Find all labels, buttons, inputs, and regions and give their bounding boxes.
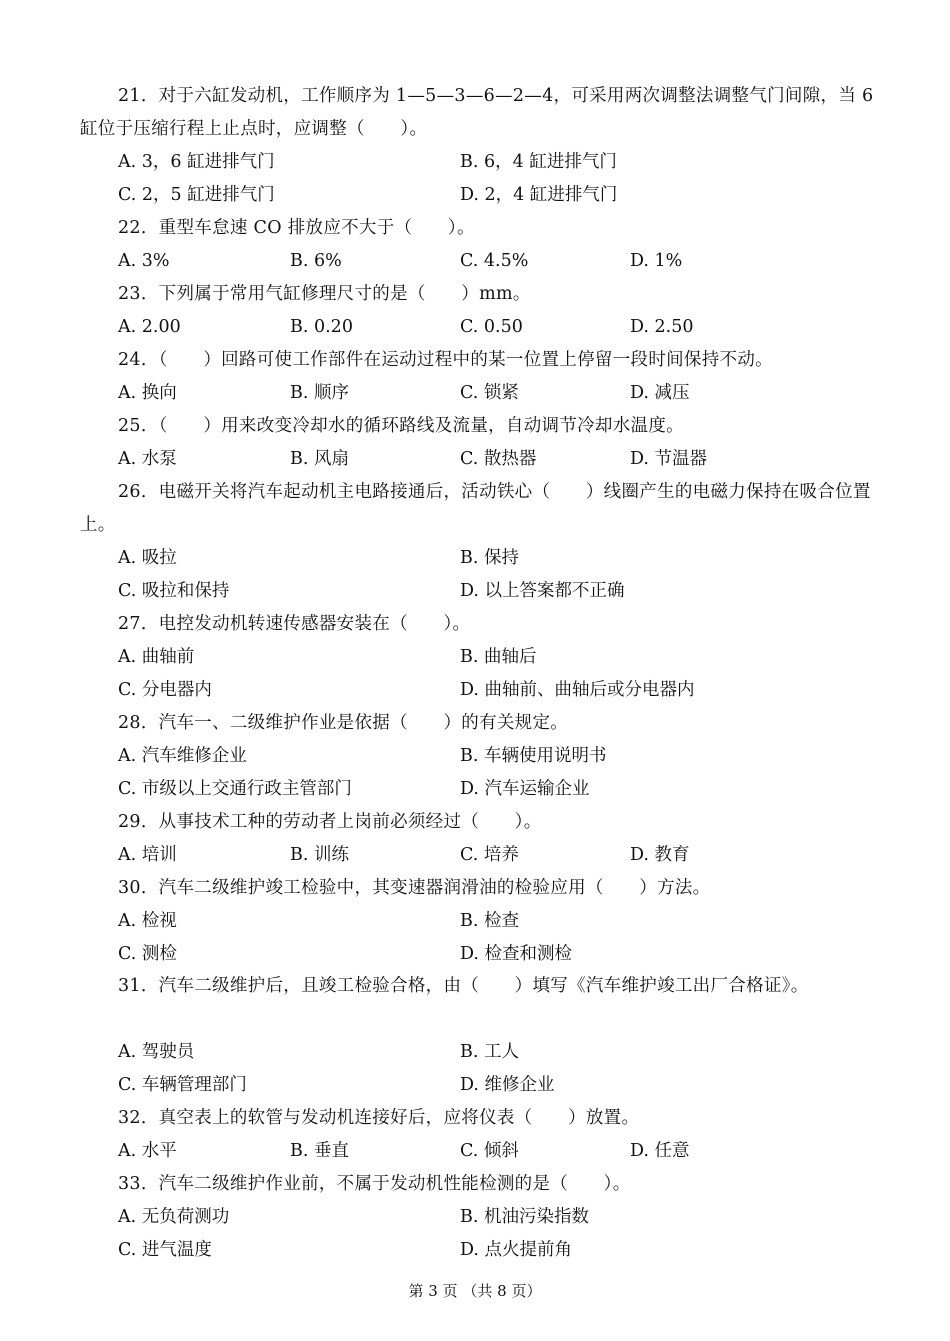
option-a: A. 曲轴前 [118, 647, 195, 667]
option-a: A. 水平 [118, 1141, 177, 1161]
option-c: C. 倾斜 [460, 1141, 519, 1161]
option-d: D. 1% [630, 251, 683, 271]
option-c: C. 进气温度 [118, 1240, 212, 1260]
option-d: D. 2，4 缸进排气门 [460, 185, 618, 205]
option-a: A. 无负荷测功 [118, 1207, 230, 1227]
option-a: A. 3% [118, 251, 170, 271]
options-row [118, 179, 878, 212]
options-row [118, 245, 878, 278]
question-31: 31．汽车二级维护后，且竣工检验合格，由（ ）填写《汽车维护竣工出厂合格证》。 [118, 976, 809, 996]
question-24: 24．（ ）回路可使工作部件在运动过程中的某一位置上停留一段时间保持不动。 [118, 350, 773, 370]
option-b: B. 车辆使用说明书 [460, 746, 607, 766]
option-d: D. 维修企业 [460, 1075, 555, 1095]
option-b: B. 顺序 [290, 383, 349, 403]
options-row [118, 1135, 878, 1168]
option-c: C. 车辆管理部门 [118, 1075, 247, 1095]
option-b: B. 0.20 [290, 317, 353, 337]
option-b: B. 工人 [460, 1042, 519, 1062]
question-33: 33．汽车二级维护作业前，不属于发动机性能检测的是（ ）。 [118, 1174, 631, 1194]
option-a: A. 3，6 缸进排气门 [118, 152, 275, 172]
question-25: 25．（ ）用来改变冷却水的循环路线及流量，自动调节冷却水温度。 [118, 416, 684, 436]
option-c: C. 锁紧 [460, 383, 519, 403]
options-row [118, 575, 878, 608]
option-d: D. 教育 [630, 845, 690, 865]
options-row [118, 905, 878, 938]
option-d: D. 曲轴前、曲轴后或分电器内 [460, 680, 695, 700]
options-row [118, 1234, 878, 1267]
options-row [118, 773, 878, 806]
option-c: C. 测检 [118, 944, 177, 964]
option-d: D. 减压 [630, 383, 690, 403]
option-a: A. 驾驶员 [118, 1042, 195, 1062]
question-30: 30．汽车二级维护竣工检验中，其变速器润滑油的检验应用（ ）方法。 [118, 878, 711, 898]
question-27: 27．电控发动机转速传感器安装在（ ）。 [118, 614, 471, 634]
option-b: B. 机油污染指数 [460, 1207, 589, 1227]
option-d: D. 以上答案都不正确 [460, 581, 625, 601]
question-26: 26．电磁开关将汽车起动机主电路接通后，活动铁心（ ）线圈产生的电磁力保持在吸合位置上。 [80, 482, 871, 535]
option-d: D. 任意 [630, 1141, 690, 1161]
page-footer: 第 3 页 （共 8 页） [408, 1282, 542, 1300]
option-a: A. 换向 [118, 383, 177, 403]
option-c: C. 2，5 缸进排气门 [118, 185, 275, 205]
option-d: D. 汽车运输企业 [460, 779, 590, 799]
question-28: 28．汽车一、二级维护作业是依据（ ）的有关规定。 [118, 713, 569, 733]
options-row [118, 443, 878, 476]
options-row [118, 1201, 878, 1234]
option-b: B. 保持 [460, 548, 519, 568]
option-b: B. 6，4 缸进排气门 [460, 152, 617, 172]
options-row [118, 377, 878, 410]
options-row [118, 641, 878, 674]
question-21: 21．对于六缸发动机，工作顺序为 1—5—3—6—2—4，可采用两次调整法调整气门间隙，当 6 缸位于压缩行程上止点时，应调整（ ）。 [80, 86, 874, 139]
question-32: 32．真空表上的软管与发动机连接好后，应将仪表（ ）放置。 [118, 1108, 640, 1128]
option-c: C. 培养 [460, 845, 519, 865]
options-row [118, 674, 878, 707]
option-b: B. 垂直 [290, 1141, 349, 1161]
options-row [118, 1069, 878, 1102]
options-row [118, 1036, 878, 1069]
question-23: 23．下列属于常用气缸修理尺寸的是（ ）mm。 [118, 284, 531, 304]
options-row [118, 740, 878, 773]
option-b: B. 检查 [460, 911, 519, 931]
question-29: 29．从事技术工种的劳动者上岗前必须经过（ ）。 [118, 812, 542, 832]
options-row [118, 542, 878, 575]
option-d: D. 2.50 [630, 317, 694, 337]
option-c: C. 分电器内 [118, 680, 212, 700]
option-c: C. 吸拉和保持 [118, 581, 230, 601]
option-a: A. 2.00 [118, 317, 181, 337]
option-a: A. 检视 [118, 911, 177, 931]
options-row [118, 839, 878, 872]
option-b: B. 曲轴后 [460, 647, 537, 667]
option-a: A. 水泵 [118, 449, 177, 469]
option-b: B. 6% [290, 251, 342, 271]
option-c: C. 0.50 [460, 317, 523, 337]
option-d: D. 点火提前角 [460, 1240, 573, 1260]
option-c: C. 散热器 [460, 449, 537, 469]
option-c: C. 市级以上交通行政主管部门 [118, 779, 352, 799]
option-d: D. 节温器 [630, 449, 708, 469]
option-a: A. 培训 [118, 845, 177, 865]
option-b: B. 风扇 [290, 449, 349, 469]
option-b: B. 训练 [290, 845, 349, 865]
options-row [118, 938, 878, 971]
option-d: D. 检查和测检 [460, 944, 573, 964]
option-a: A. 吸拉 [118, 548, 177, 568]
options-row [118, 311, 878, 344]
options-row [118, 146, 878, 179]
option-a: A. 汽车维修企业 [118, 746, 247, 766]
question-22: 22．重型车怠速 CO 排放应不大于（ ）。 [118, 218, 475, 238]
option-c: C. 4.5% [460, 251, 529, 271]
